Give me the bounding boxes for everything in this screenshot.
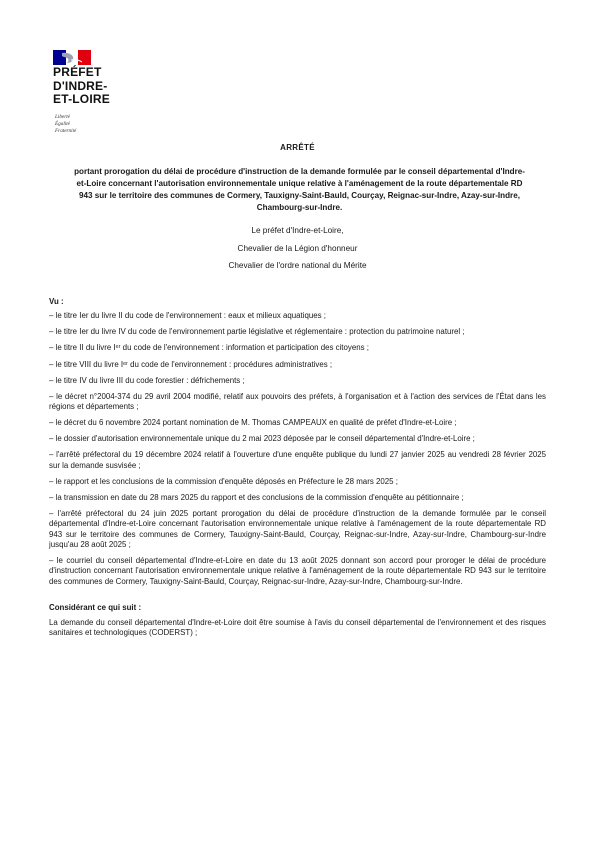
vu-item: – le décret du 6 novembre 2024 portant nomination de M. Thomas CAMPEAUX en qualité de préfet d'Indre-et-Loire ; [49,418,457,428]
vu-item: – le décret n°2004-374 du 29 avril 2004 modifié, relatif aux pouvoirs des préfets, à l'organisation et à l'action des services de l'État dans les régions et départements ; [49,391,546,412]
considerant-heading: Considérant ce qui suit : [49,602,142,612]
vu-item: – le rapport et les conclusions de la commission d'enquête déposés en Préfecture le 28 mars 2025 ; [49,476,398,486]
prefecture-logo-text [53,66,110,107]
vu-item: – le titre IV du livre III du code forestier : défrichements ; [49,375,245,385]
considerant-paragraph: La demande du conseil départemental d'Indre-et-Loire doit être soumise à l'avis du conseil départemental de l'environnement et des risques sanitaires et technologiques (CODERST) ; [49,618,546,638]
motto-liberte: Liberté [55,114,70,120]
vu-item: – l'arrêté préfectoral du 19 décembre 2024 relatif à l'ouverture d'une enquête publique du lundi 27 janvier 2025 au vendredi 28 février 2025 sur la demande susvisée ; [49,450,546,470]
vu-item: – le titre II du livre Iᵉʳ du code de l'environnement : information et participation des citoyens ; [49,343,369,353]
vu-item: – le courriel du conseil départemental d'Indre-et-Loire en date du 13 août 2025 donnant son accord pour proroger le délai de procédure d'instruction concernant l'autorisation environnementale unique relative à l'aménagement de la route départementale RD 943 sur le territoire des communes de Cormery, Tauxigny-Saint-Bauld, Courçay, Reignac-sur-Indre, Azay-sur-Indre, Chambourg-sur-Indre. [49,555,546,586]
authority-line-legion: Chevalier de la Légion d'honneur [237,243,358,253]
republic-motto [55,114,76,135]
vu-heading: Vu : [49,297,64,306]
authority-block [0,226,595,279]
vu-item: – la transmission en date du 28 mars 2025 du rapport et des conclusions de la commission d'enquête au pétitionnaire ; [49,492,464,502]
document-title: ARRÊTÉ [280,143,315,152]
motto-egalite: Égalité [55,121,70,127]
document-body [49,297,546,639]
vu-item: – le titre Ier du livre II du code de l'environnement : eaux et milieux aquatiques ; [49,311,326,321]
vu-item: – l'arrêté préfectoral du 24 juin 2025 portant prorogation du délai de procédure d'instruction de la demande formulée par le conseil départemental d'Indre-et-Loire concernant l'autorisation environnementale unique relative à l'aménagement de la route départementale RD 943 sur le territoire des communes de Cormery, Tauxigny-Saint-Bauld, Courçay, Reignac-sur-Indre, Azay-sur-Indre, Chambourg-sur-Indre jusqu'au 28 août 2025 ; [49,508,546,549]
document-subject: portant prorogation du délai de procédure d'instruction de la demande formulée par le conseil départemental d'Indre-et-Loire concernant l'autorisation environnementale unique relative à l'aménagement de la route départementale RD 943 sur le territoire des communes de Cormery, Tauxigny-Saint-Bauld, Courçay, Reignac-sur-Indre, Azay-sur-Indre, Chambourg-sur-Indre. [74,167,525,212]
logo-line-2: D'INDRE- [53,78,108,93]
marianne-logo-icon [53,50,91,65]
motto-fraternite: Fraternité [55,128,77,134]
vu-item: – le titre VIII du livre Iᵉʳ du code de l'environnement : procédures administratives ; [49,359,333,369]
logo-line-1: PRÉFET [53,65,102,79]
logo-line-3: ET-LOIRE [53,92,110,106]
authority-line-merite: Chevalier de l'ordre national du Mérite [228,261,367,270]
vu-item: – le dossier d'autorisation environnementale unique du 2 mai 2023 déposée par le conseil départemental d'Indre-et-Loire ; [49,434,475,444]
vu-item: – le titre Ier du livre IV du code de l'environnement partie législative et réglementaire : protection du patrimoine naturel ; [49,327,465,337]
authority-line-prefet: Le préfet d'Indre-et-Loire, [251,226,344,235]
